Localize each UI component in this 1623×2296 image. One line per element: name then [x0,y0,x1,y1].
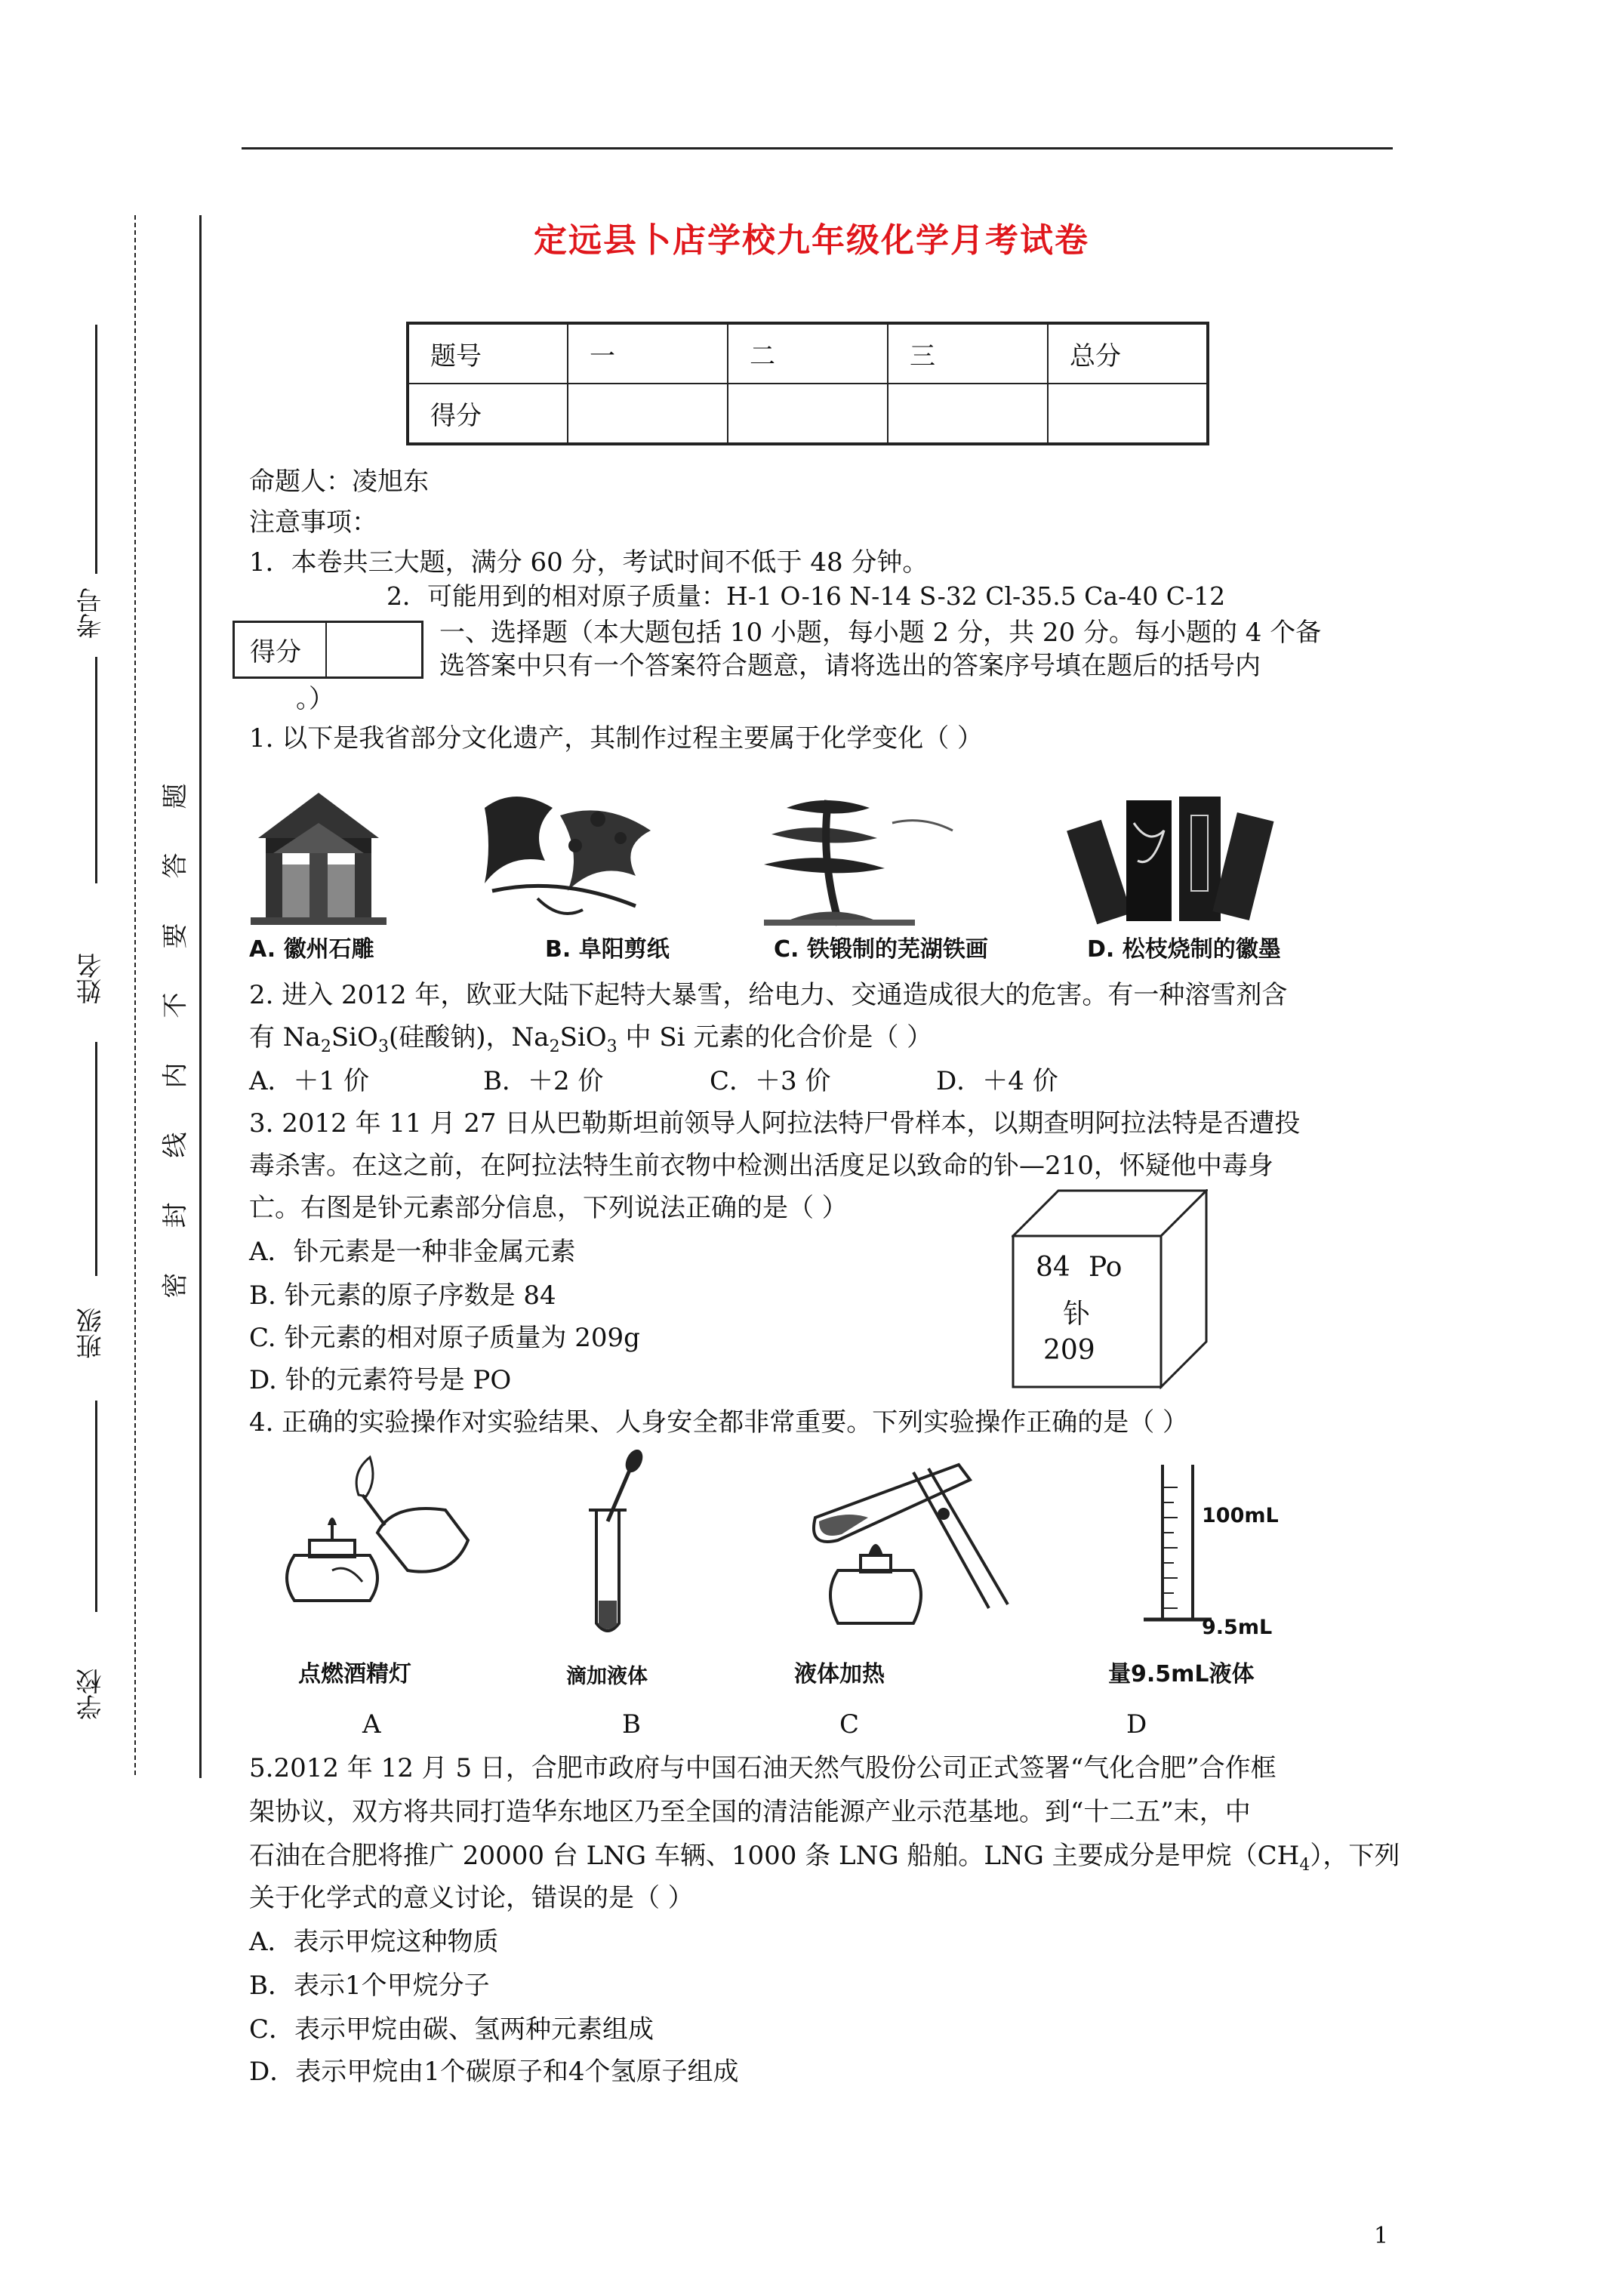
alcohol-lamp-lighting-image [287,1457,468,1601]
q3-option-b: B. 钋元素的原子序数是 84 [249,1281,556,1311]
q4-letter-d: D [1126,1709,1147,1740]
page-title: 定远县卜店学校九年级化学月考试卷 [534,221,1089,260]
q4-caption-b: 滴加液体 [566,1665,648,1688]
seal-char: 密 [160,1272,191,1299]
q5-line2: 架协议，双方将共同打造华东地区乃至全国的清洁能源产业示范基地。到“十二五”末，中 [249,1797,1251,1827]
seal-char: 封 [160,1202,191,1228]
score-input-cell[interactable] [568,384,728,444]
score-input-cell[interactable] [888,384,1048,444]
paper-cut-image [485,797,651,914]
q1-stem: 1. 以下是我省部分文化遗产，其制作过程主要属于化学变化（ ） [249,723,984,754]
q1-caption-d: D. 松枝烧制的徽墨 [1087,936,1281,963]
q3-line2: 毒杀害。在这之前，在阿拉法特生前衣物中检测出活度足以致命的钋—210，怀疑他中毒身 [249,1151,1273,1181]
q2-option-a: A．＋1 价 [249,1066,369,1096]
q4-letter-b: B [622,1709,641,1740]
seal-char: 内 [160,1062,191,1089]
q2-option-b: B．＋2 价 [483,1066,604,1096]
seal-char: 题 [160,783,191,809]
q4-letter-c: C [839,1709,860,1740]
q4-pictures [264,1450,1321,1653]
q1-caption-b: B. 阜阳剪纸 [545,936,670,963]
sidebar-label-exam-number: 考号 [76,587,106,639]
cylinder-bottom-label: 9.5mL [1202,1616,1273,1639]
q5-option-d: D．表示甲烷由1个碳原子和4个氢原子组成 [249,2057,739,2087]
score-cell: 得分 [408,384,568,444]
sidebar-label-name: 姓名 [76,953,106,1004]
exam-number-line-lower [95,657,97,883]
q4-stem: 4. 正确的实验操作对实验结果、人身安全都非常重要。下列实验操作正确的是（ ） [249,1407,1189,1438]
q3-option-a: A．钋元素是一种非金属元素 [249,1237,576,1267]
q1-caption-a: A. 徽州石雕 [249,936,374,963]
author-line: 命题人：凌旭东 [249,467,429,497]
seal-char: 答 [160,852,191,879]
score-cell: 总分 [1048,323,1208,384]
stone-archway-image [251,793,387,925]
section-score-input[interactable] [326,622,423,678]
q4-caption-c: 液体加热 [794,1661,885,1687]
heating-liquid-image [814,1465,1008,1623]
element-mass: 209 [1043,1335,1095,1366]
seal-char: 线 [160,1132,191,1158]
top-rule [242,147,1393,149]
q5-option-c: C．表示甲烷由碳、氢两种元素组成 [249,2014,654,2045]
class-line [95,1401,97,1612]
graduated-cylinder-image [1144,1465,1212,1620]
q2-option-d: D．＋4 价 [936,1066,1058,1096]
q4-letter-a: A [362,1709,381,1740]
dotted-binding-line [134,215,136,1778]
q1-pictures [243,778,1375,929]
element-card [1012,1189,1208,1389]
q3-line1: 3. 2012 年 11 月 27 日从巴勒斯坦前领导人阿拉法特尸骨样本，以期查明阿拉法特是否遭投 [249,1108,1301,1139]
dropper-test-tube-image [589,1450,646,1631]
notes-label: 注意事项： [249,507,377,538]
score-cell: 一 [568,323,728,384]
q5-line3: 石油在合肥将推广 20000 台 LNG 车辆、1000 条 LNG 船舶。LNG 主要成分是甲烷$(CH_4)$，下列 [249,1841,1400,1875]
cylinder-top-label: 100mL [1202,1504,1279,1527]
binding-line [199,215,202,1778]
iron-painting-image [764,800,953,926]
q5-line4: 关于化学式的意义讨论，错误的是（ ） [249,1883,694,1913]
exam-number-line [95,325,97,574]
note-2: 2．可能用到的相对原子质量：H-1 O-16 N-14 S-32 Cl-35.5 Ca-40 C-12 [387,581,1226,611]
q5-line1: 5.2012 年 12 月 5 日，合肥市政府与中国石油天然气股份公司正式签署“气化合肥”合作框 [249,1753,1277,1783]
score-cell: 题号 [408,323,568,384]
seal-char: 不 [160,992,191,1019]
q4-caption-a: 点燃酒精灯 [298,1661,411,1687]
sidebar-label-school: 学校 [76,1669,106,1720]
q2-line2: 有 $Na_2SiO_3$(硅酸钠)，$Na_2SiO_3$ 中 Si 元素的化合价是（ ） [249,1022,933,1056]
section-score-label: 得分 [234,622,326,678]
element-name: 钋 [1063,1299,1091,1330]
score-input-cell[interactable] [728,384,888,444]
name-line [95,1042,97,1276]
score-cell: 二 [728,323,888,384]
q5-option-b: B．表示1个甲烷分子 [249,1971,490,2001]
element-symbol: Po [1089,1252,1123,1283]
sidebar-label-class: 班级 [76,1308,106,1359]
score-input-cell[interactable] [1048,384,1208,444]
section1-line1: 一、选择题（本大题包括 10 小题，每小题 2 分，共 20 分。每小题的 4 个备 [439,618,1322,648]
section-score-box [233,621,423,679]
q3-line3: 亡。右图是钋元素部分信息，下列说法正确的是（ ） [249,1193,848,1223]
q2-line1: 2. 进入 2012 年，欧亚大陆下起特大暴雪，给电力、交通造成很大的危害。有一种溶雪剂含 [249,980,1288,1010]
page-number: 1 [1374,2223,1389,2249]
note-1: 1．本卷共三大题，满分 60 分，考试时间不低于 48 分钟。 [249,547,929,578]
ink-sticks-image [1067,797,1273,924]
score-cell: 三 [888,323,1048,384]
section1-line3: 。） [296,684,334,714]
q4-caption-d: 量9.5mL液体 [1108,1661,1255,1687]
q1-caption-c: C. 铁锻制的芜湖铁画 [774,936,988,963]
q3-option-c: C. 钋元素的相对原子质量为 209g [249,1323,640,1353]
seal-char: 要 [160,923,191,949]
score-table [406,322,1209,445]
q2-option-c: C．＋3 价 [710,1066,831,1096]
score-table-score-row [408,384,1208,444]
element-number: 84 [1036,1252,1070,1283]
q5-option-a: A．表示甲烷这种物质 [249,1927,499,1957]
q3-option-d: D. 钋的元素符号是 PO [249,1365,512,1395]
score-table-header-row [408,323,1208,384]
section1-line2: 选答案中只有一个答案符合题意，请将选出的答案序号填在题后的括号内 [439,651,1261,681]
